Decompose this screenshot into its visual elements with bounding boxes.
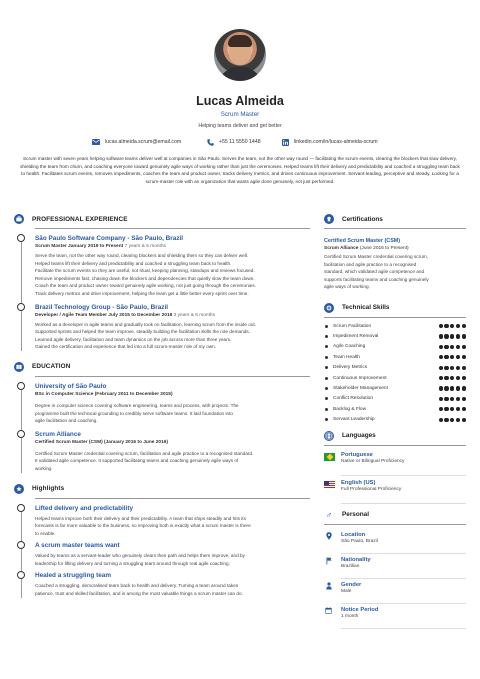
calendar-icon xyxy=(324,607,333,616)
language-name: Portuguese xyxy=(341,451,373,458)
rating-dot xyxy=(450,355,454,359)
skill-rating xyxy=(439,355,466,359)
rating-dot xyxy=(439,355,443,359)
highlight-title: Lifted delivery and predictability xyxy=(35,504,134,512)
gear-icon xyxy=(324,303,334,313)
divider xyxy=(341,628,466,629)
rating-dot xyxy=(456,366,460,370)
flag-icon xyxy=(324,557,333,567)
skill-item xyxy=(324,383,466,393)
rating-dot xyxy=(439,376,443,380)
languages-section xyxy=(324,429,466,504)
skills-heading: Technical Skills xyxy=(342,304,390,312)
highlight-entry xyxy=(35,572,310,597)
linkedin-contact[interactable] xyxy=(281,139,378,145)
rating-dot xyxy=(456,324,460,328)
rating-dot xyxy=(444,355,448,359)
candidate-tagline: Helping teams deliver and get better xyxy=(198,123,282,129)
job-description: Serve the team, not the other way round, clearing blockers and shielding them so they can deliver well. Helped teams lift their delivery and predictability and coached a struggling team back to health. Facilitate the scrum events so they are useful, not ritual, keeping planning, standups and reviews focused. Remove impediments fast, chasing down the blockers and dependencies that quietly slow the team down. Coach the team and product owner toward genuinely agile working, not just going through the ceremonies. Track delivery metrics and drive improvement, helping the team get a little better every sprint over time. xyxy=(35,253,256,296)
skill-item xyxy=(324,373,466,383)
timeline-dot xyxy=(17,504,25,512)
skill-item xyxy=(324,363,466,373)
bullet-icon xyxy=(325,377,328,380)
skill-rating xyxy=(439,366,466,370)
personal-value: Male xyxy=(341,588,352,594)
skill-item xyxy=(324,404,466,414)
bullet-icon xyxy=(325,397,328,400)
brazil-flag-icon xyxy=(324,453,335,461)
rating-dot xyxy=(439,386,443,390)
school-name: University of São Paulo xyxy=(35,382,107,390)
language-level: Full Professional Proficiency xyxy=(341,486,402,492)
skill-name: Conflict Resolution xyxy=(333,396,373,402)
rating-dot xyxy=(439,334,443,338)
timeline-dot xyxy=(17,382,25,390)
skill-name: Impediment Removal xyxy=(333,334,379,340)
bullet-icon xyxy=(325,356,328,359)
skill-name: Agile Coaching xyxy=(333,344,366,350)
phone-icon xyxy=(206,139,214,145)
personal-value: São Paulo, Brazil xyxy=(341,538,378,544)
certifications-section xyxy=(324,212,466,291)
rating-dot xyxy=(450,324,454,328)
school-name: Scrum Alliance xyxy=(35,430,81,438)
job-duration: 3 years & 6 months xyxy=(173,312,215,318)
skills-list xyxy=(324,321,466,425)
rating-dot xyxy=(456,334,460,338)
rating-dot xyxy=(462,355,466,359)
rating-dot xyxy=(456,355,460,359)
personal-label: Location xyxy=(341,531,366,538)
skill-rating xyxy=(439,376,466,380)
education-entry xyxy=(35,383,310,425)
rating-dot xyxy=(444,418,448,422)
bullet-icon xyxy=(325,418,328,421)
phone-text: +55 11 5550 1448 xyxy=(219,139,261,145)
timeline-dot xyxy=(17,303,25,311)
highlight-entry xyxy=(35,505,310,538)
skill-rating xyxy=(439,334,466,338)
certification-issuer-line xyxy=(324,246,466,251)
skill-name: Backlog & Flow xyxy=(333,406,367,412)
bullet-icon xyxy=(325,387,328,390)
skill-item xyxy=(324,414,466,424)
timeline-dot xyxy=(17,430,25,438)
skill-item xyxy=(324,342,466,352)
timeline-dot xyxy=(17,234,25,242)
globe-icon xyxy=(324,431,334,441)
divider xyxy=(341,578,466,579)
certification-issuer: Scrum Alliance xyxy=(324,246,359,251)
divider xyxy=(341,553,466,554)
education-section xyxy=(14,360,310,473)
profile-summary: Scrum master with seven years helping software teams deliver well at companies in São Paulo. Serves the team, not the other way round — facilitating the scrum events, clearing the blockers that slow delivery, shielding the team from churn, and coaching everyone toward genuinely agile ways of working rather than just the ceremonies. Helped teams lift their delivery and predictability and coached a struggling team back to health. Facilitates scrum events, removes impediments, coaches the team and product owner, tracks delivery metrics, and drives continuous improvement. Servant-leading, perceptive and steady. Looking for a scrum-master role with an organization that wants agile done genuinely, not just performed. xyxy=(20,156,460,185)
rating-dot xyxy=(439,345,443,349)
skill-name: Servant Leadership xyxy=(333,417,375,423)
highlights-heading: Highlights xyxy=(32,485,65,492)
language-level: Native or Bilingual Proficiency xyxy=(341,458,405,464)
certification-description: Certified Scrum Master credential covering scrum, facilitation and agile practice to a recognised standard, which validated agile competence and supports facilitating teams and coaching genuinely agile ways of working. xyxy=(324,254,429,290)
rating-dot xyxy=(450,397,454,401)
personal-section xyxy=(324,508,466,629)
highlight-description: Valued by teams as a servant-leader who genuinely clears their path and helps them improve, and by leadership for lifting delivery and turning a struggling team around through real agile coaching. xyxy=(35,553,245,566)
phone-contact[interactable] xyxy=(206,139,261,145)
education-entry xyxy=(35,431,310,473)
rating-dot xyxy=(439,366,443,370)
bullet-icon xyxy=(325,366,328,369)
highlights-section xyxy=(14,482,310,598)
personal-heading: Personal xyxy=(342,511,369,519)
rating-dot xyxy=(450,376,454,380)
rating-dot xyxy=(462,386,466,390)
rating-dot xyxy=(444,366,448,370)
skill-item xyxy=(324,331,466,341)
experience-heading: PROFESSIONAL EXPERIENCE xyxy=(32,215,128,223)
linkedin-icon xyxy=(281,139,289,145)
rating-dot xyxy=(450,334,454,338)
star-icon xyxy=(14,484,24,494)
rating-dot xyxy=(444,407,448,411)
email-contact[interactable] xyxy=(92,139,181,145)
personal-value: 1 month xyxy=(341,613,359,619)
email-text: lucas.almeida.scrum@email.com xyxy=(105,139,182,145)
degree-name: Certified Scrum Master (CSM) (January 2016 to June 2016) xyxy=(35,439,169,445)
skill-item xyxy=(324,394,466,404)
language-name: English (US) xyxy=(341,479,376,486)
rating-dot xyxy=(462,324,466,328)
envelope-icon xyxy=(92,139,100,145)
rating-dot xyxy=(450,386,454,390)
gender-symbol-icon: ♂ xyxy=(325,509,333,520)
bullet-icon xyxy=(325,345,328,348)
rating-dot xyxy=(444,324,448,328)
personal-label: Gender xyxy=(341,581,362,588)
skill-name: Team Health xyxy=(333,354,360,360)
skill-rating xyxy=(439,345,466,349)
job-description: Worked as a developer in agile teams and gradually took on facilitation, learning scrum from the inside out. Supported sprints and helped the team improve, steadily building the facilitation skills the role demands. Learned agile delivery, facilitation and team dynamics on the job across more than three years. Gained the certification and experience that led into a full scrum-master role of my own. xyxy=(35,321,257,350)
personal-label: Nationality xyxy=(341,556,371,563)
job-position: Developer / Agile Team Member July 2015 to December 2018 3 years & 6 months xyxy=(35,312,215,318)
divider xyxy=(341,603,466,604)
company-name: São Paulo Software Company - São Paulo, Brazil xyxy=(35,235,184,242)
personal-value: Brazilian xyxy=(341,563,360,569)
highlight-description: Helped teams improve both their delivery and their predictability. A team that ships steadily and hits its forecasts is far more valuable to the business, so improving both is exactly what a scrum master is there to enable. xyxy=(35,515,251,536)
person-icon xyxy=(324,582,333,592)
rating-dot xyxy=(462,376,466,380)
company-name: Brazil Technology Group - São Paulo, Brazil xyxy=(35,303,169,311)
experience-section xyxy=(14,212,310,351)
rating-dot xyxy=(444,376,448,380)
rating-dot xyxy=(444,345,448,349)
job-duration: 7 years & 5 months xyxy=(124,244,166,249)
highlight-entry xyxy=(35,542,310,567)
bullet-icon xyxy=(325,335,328,338)
divider xyxy=(341,503,466,504)
left-column xyxy=(14,212,310,598)
job-position: Scrum Master January 2019 to Present 7 years & 5 months xyxy=(35,244,166,249)
timeline-dot xyxy=(17,541,25,549)
degree-name: BSc in Computer Science (February 2011 to December 2015) xyxy=(35,391,173,397)
highlight-title: Healed a struggling team xyxy=(35,572,111,580)
linkedin-text: linkedin.com/in/lucas-almeida-scrum xyxy=(294,139,378,145)
rating-dot xyxy=(456,418,460,422)
certifications-heading: Certifications xyxy=(342,215,383,223)
rating-dot xyxy=(456,376,460,380)
skill-name: Scrum Facilitation xyxy=(333,323,372,329)
candidate-role: Scrum Master xyxy=(220,111,260,118)
rating-dot xyxy=(456,386,460,390)
skill-name: Delivery Metrics xyxy=(333,365,368,371)
rating-dot xyxy=(439,397,443,401)
rating-dot xyxy=(462,334,466,338)
certification-name: Certified Scrum Master (CSM) xyxy=(324,238,401,244)
rating-dot xyxy=(462,366,466,370)
skill-name: Continuous Improvement xyxy=(333,375,387,381)
personal-label: Notice Period xyxy=(341,606,379,613)
rating-dot xyxy=(456,345,460,349)
skill-rating xyxy=(439,324,466,328)
bullet-icon xyxy=(325,408,328,411)
timeline-dot xyxy=(17,571,25,579)
briefcase-icon xyxy=(14,214,24,224)
highlight-title: A scrum master teams want xyxy=(35,542,120,550)
rating-dot xyxy=(462,407,466,411)
skill-rating xyxy=(439,386,466,390)
profile-photo xyxy=(214,29,266,81)
skill-rating xyxy=(439,407,466,411)
education-heading: EDUCATION xyxy=(32,363,71,371)
rating-dot xyxy=(439,324,443,328)
rating-dot xyxy=(450,407,454,411)
rating-dot xyxy=(450,418,454,422)
rating-dot xyxy=(456,407,460,411)
skill-item xyxy=(324,352,466,362)
candidate-name: Lucas Almeida xyxy=(196,94,284,108)
rating-dot xyxy=(444,334,448,338)
skill-name: Stakeholder Management xyxy=(333,386,388,391)
rating-dot xyxy=(444,386,448,390)
experience-entry xyxy=(35,235,310,298)
skills-section xyxy=(324,301,466,425)
education-description: Degree in computer science covering software engineering, teams and process, with projects. The programme built the technical grounding to credibly serve software teams. It laid foundation into agile facilitation and coaching. xyxy=(35,402,239,424)
bullet-icon xyxy=(325,325,328,328)
languages-heading: Languages xyxy=(342,432,376,440)
rating-dot xyxy=(462,345,466,349)
experience-entry xyxy=(35,304,310,351)
right-column xyxy=(324,212,466,632)
rating-dot xyxy=(444,397,448,401)
rating-dot xyxy=(439,407,443,411)
book-icon xyxy=(14,362,24,372)
rating-dot xyxy=(450,366,454,370)
rating-dot xyxy=(456,397,460,401)
skill-item xyxy=(324,321,466,331)
certificate-icon xyxy=(324,214,334,224)
location-pin-icon xyxy=(324,532,333,542)
rating-dot xyxy=(462,397,466,401)
highlight-description: Coached a struggling, demoralised team back to health and delivery. Turning a team around takes patience, trust and skilled facilitation, and is among the most valuable things a scrum master can do. xyxy=(35,583,243,597)
rating-dot xyxy=(450,345,454,349)
usa-flag-icon xyxy=(324,481,335,489)
education-description: Certified Scrum Master credential covering scrum, facilitation and agile practice to a recognised standard. It validated agile competence. It supported facilitating teams and coaching genuinely agile ways of working. xyxy=(35,450,254,471)
skill-rating xyxy=(439,397,466,401)
rating-dot xyxy=(439,418,443,422)
certification-dates: (June 2016 to Present) xyxy=(359,246,409,251)
rating-dot xyxy=(462,418,466,422)
divider xyxy=(341,475,466,476)
skill-rating xyxy=(439,418,466,422)
